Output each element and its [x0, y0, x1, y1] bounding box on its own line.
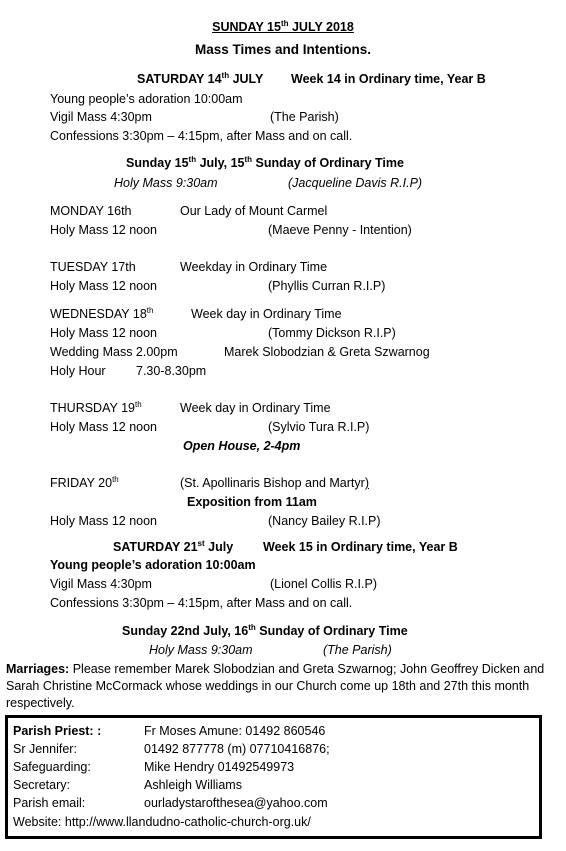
wednesday-intention: (Tommy Dickson R.I.P)	[268, 326, 396, 340]
saturday-21-heading: SATURDAY 21st July	[113, 538, 234, 554]
bulletin-date: SUNDAY 15th JULY 2018	[212, 18, 354, 34]
priest-label: Parish Priest: :	[13, 724, 102, 738]
tuesday-intention: (Phyllis Curran R.I.P)	[268, 279, 386, 293]
tuesday-day: TUESDAY 17th	[50, 260, 136, 274]
page-title: Mass Times and Intentions.	[194, 42, 372, 57]
sunday-15-intention: (Jacqueline Davis R.I.P)	[288, 176, 423, 190]
saturday-14-vigil-mass: Vigil Mass 4:30pm	[50, 110, 152, 124]
secretary-value: Ashleigh Williams	[144, 778, 242, 792]
saturday-21-vigil-mass: Vigil Mass 4:30pm	[50, 577, 152, 591]
secretary-label: Secretary:	[13, 778, 70, 792]
thursday-day: THURSDAY 19th	[50, 399, 142, 415]
thursday-intention: (Sylvio Tura R.I.P)	[268, 420, 370, 434]
friday-feast: (St. Apollinaris Bishop and Martyr)	[180, 476, 369, 490]
friday-day: FRIDAY 20th	[50, 474, 119, 490]
sister-label: Sr Jennifer:	[13, 742, 77, 756]
website-link[interactable]: Website: http://www.llandudno-catholic-church-org.uk/	[13, 815, 311, 829]
wednesday-holy-hour: Holy Hour	[50, 364, 106, 378]
marriages-text: Please remember Marek Slobodzian and Greta Szwarnog; John Geoffrey Dicken and Sarah Christine McCormack whose weddings in our Church come up 18th and 27th this month respectively.	[6, 662, 545, 710]
monday-feast: Our Lady of Mount Carmel	[180, 204, 328, 218]
sister-value: 01492 877778 (m) 07710416876;	[144, 742, 330, 756]
wednesday-day: WEDNESDAY 18th	[50, 305, 154, 321]
wednesday-wedding-mass: Wedding Mass 2.00pm	[50, 345, 178, 359]
saturday-14-vigil-intention: (The Parish)	[270, 110, 339, 124]
saturday-21-confessions: Confessions 3:30pm – 4:15pm, after Mass and on call.	[50, 596, 353, 610]
friday-exposition: Exposition from 11am	[187, 495, 317, 509]
saturday-21-week: Week 15 in Ordinary time, Year B	[263, 540, 458, 554]
saturday-14-confessions: Confessions 3:30pm – 4:15pm, after Mass and on call.	[50, 129, 353, 143]
monday-mass: Holy Mass 12 noon	[50, 223, 158, 237]
sunday-15-mass: Holy Mass 9:30am	[114, 176, 218, 190]
wednesday-holy-hour-time: 7.30-8.30pm	[136, 364, 207, 378]
saturday-21-adoration: Young people’s adoration 10:00am	[50, 558, 256, 572]
monday-day: MONDAY 16th	[50, 204, 132, 218]
priest-value: Fr Moses Amune: 01492 860546	[144, 724, 326, 738]
wednesday-wedding-couple: Marek Slobodzian & Greta Szwarnog	[224, 345, 430, 359]
friday-mass: Holy Mass 12 noon	[50, 514, 158, 528]
sunday-15-heading: Sunday 15th July, 15th Sunday of Ordinary Time	[126, 154, 404, 170]
saturday-14-heading: SATURDAY 14th JULY	[137, 70, 264, 86]
wednesday-feast: Week day in Ordinary Time	[191, 307, 342, 321]
tuesday-feast: Weekday in Ordinary Time	[180, 260, 328, 274]
wednesday-mass: Holy Mass 12 noon	[50, 326, 158, 340]
saturday-21-vigil-intention: (Lionel Collis R.I.P)	[270, 577, 377, 591]
safeguarding-value: Mike Hendry 01492549973	[144, 760, 295, 774]
marriages-label: Marriages:	[6, 662, 70, 676]
friday-intention: (Nancy Bailey R.I.P)	[268, 514, 381, 528]
sunday-22-intention: (The Parish)	[323, 643, 392, 657]
safeguarding-label: Safeguarding:	[13, 760, 91, 774]
thursday-open-house: Open House, 2-4pm	[183, 439, 301, 453]
saturday-14-week: Week 14 in Ordinary time, Year B	[291, 72, 486, 86]
monday-intention: (Maeve Penny - Intention)	[268, 223, 412, 237]
contacts-box	[5, 715, 542, 839]
email-label: Parish email:	[13, 796, 86, 810]
thursday-feast: Week day in Ordinary Time	[180, 401, 331, 415]
email-value[interactable]: ourladystaroftheseа@yahoo.com	[144, 796, 328, 810]
thursday-mass: Holy Mass 12 noon	[50, 420, 158, 434]
sunday-22-heading: Sunday 22nd July, 16th Sunday of Ordinary Time	[122, 622, 408, 638]
saturday-14-adoration: Young people’s adoration 10:00am	[50, 92, 243, 106]
marriages-notice	[6, 661, 546, 712]
sunday-22-mass: Holy Mass 9:30am	[149, 643, 253, 657]
tuesday-mass: Holy Mass 12 noon	[50, 279, 158, 293]
